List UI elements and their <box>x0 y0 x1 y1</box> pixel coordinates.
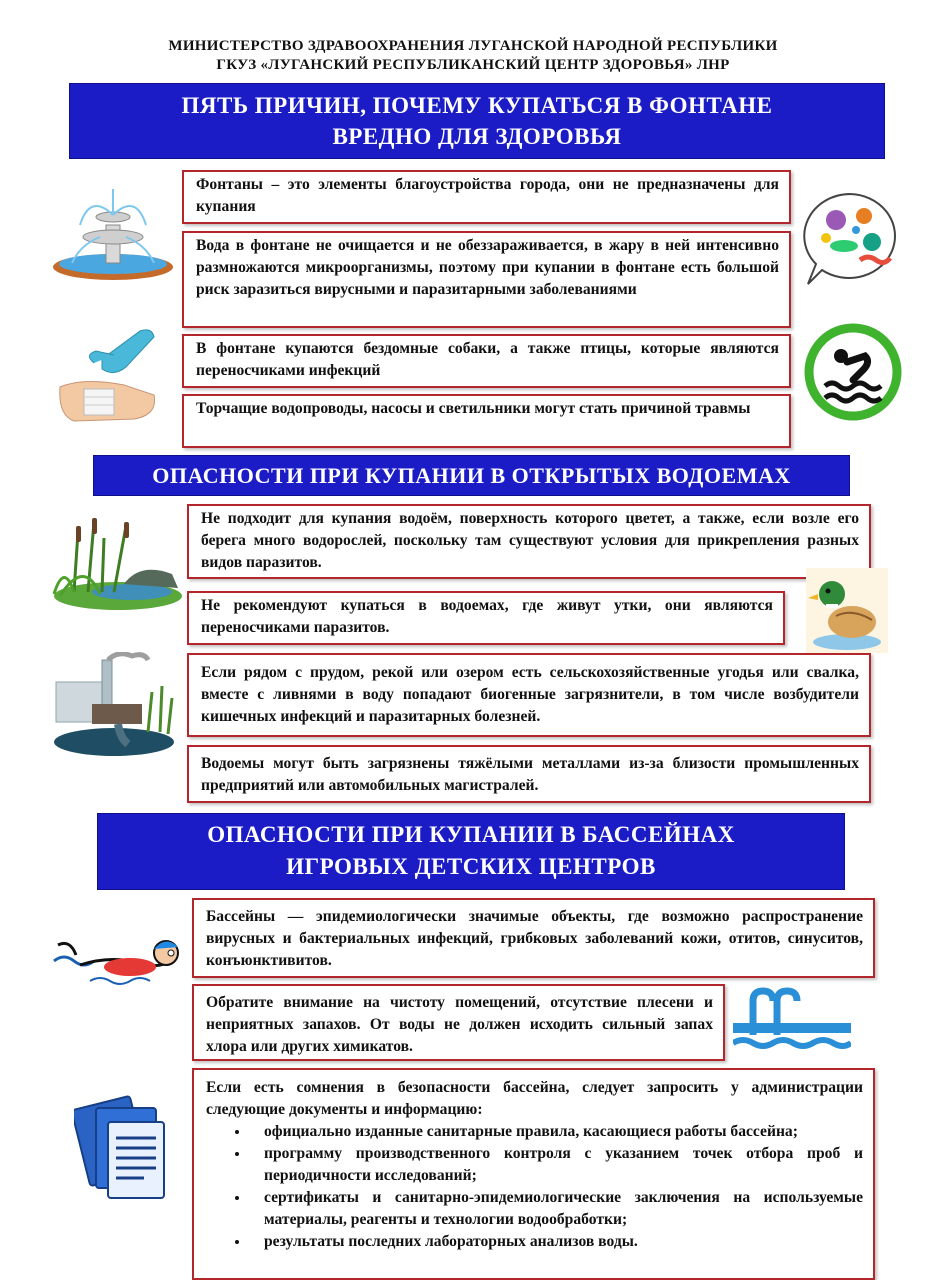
fountain-reason-4: Торчащие водопроводы, насосы и светильники могут стать причиной травмы <box>182 394 791 448</box>
fountain-icon <box>50 185 176 283</box>
documents-list-item: • программу производственного контроля с указанием точек отбора проб и периодичности исследований; <box>250 1143 863 1187</box>
duck-icon <box>806 568 888 653</box>
documents-list-item: • результаты последних лабораторных анализов воды. <box>250 1231 863 1253</box>
pool-ladder-icon <box>733 985 851 1055</box>
fountain-reason-1: Фонтаны – это элементы благоустройства города, они не предназначены для купания <box>182 170 791 224</box>
pool-danger-1: Бассейны — эпидемиологически значимые объекты, где возможно распространение вирусных и бактериальных инфекций, грибковых заболеваний кожи, отитов, синуситов, конъюнктивитов. <box>192 898 875 978</box>
section3-title: ОПАСНОСТИ ПРИ КУПАНИИ В БАССЕЙНАХ ИГРОВЫХ ДЕТСКИХ ЦЕНТРОВ <box>97 813 845 890</box>
water-danger-1: Не подходит для купания водоём, поверхность которого цветет, а также, если возле его берега много водорослей, поскольку там существуют условия для прикрепления разных видов паразитов. <box>187 504 871 579</box>
documents-list-item: • сертификаты и санитарно-эпидемиологические заключения на используемые материалы, реагенты и технологии водообработки; <box>250 1187 863 1231</box>
bacteria-icon <box>800 190 900 288</box>
fountain-reason-3: В фонтане купаются бездомные собаки, а также птицы, которые являются переносчиками инфекций <box>182 334 791 388</box>
documents-list-item: • официально изданные санитарные правила, касающиеся работы бассейна; <box>250 1121 863 1143</box>
swamp-icon <box>44 512 184 614</box>
water-danger-4: Водоемы могут быть загрязнены тяжёлыми металлами из-за близости промышленных предприятий или автомобильных магистралей. <box>187 745 871 803</box>
water-danger-2: Не рекомендуют купаться в водоемах, где живут утки, они являются переносчиками паразитов. <box>187 591 785 645</box>
documents-intro: Если есть сомнения в безопасности бассейна, следует запросить у администрации следующие документы и информацию: <box>206 1079 863 1118</box>
center-name: ГКУЗ «ЛУГАНСКИЙ РЕСПУБЛИКАНСКИЙ ЦЕНТР ЗДОРОВЬЯ» ЛНР <box>216 57 730 73</box>
documents-icon <box>74 1092 176 1204</box>
documents-list <box>206 1121 863 1253</box>
fountain-reason-2: Вода в фонтане не очищается и не обеззараживается, в жару в ней интенсивно размножаются микроорганизмы, поэтому при купании в фонтане есть большой риск заразиться вирусными и паразитарными заболеваниями <box>182 231 791 328</box>
bandaged-hand-icon <box>54 325 164 430</box>
swimmer-icon <box>50 925 188 995</box>
section2-title: ОПАСНОСТИ ПРИ КУПАНИИ В ОТКРЫТЫХ ВОДОЕМАХ <box>93 455 850 496</box>
no-swimming-icon <box>803 322 903 422</box>
ministry-name: МИНИСТЕРСТВО ЗДРАВООХРАНЕНИЯ ЛУГАНСКОЙ НАРОДНОЙ РЕСПУБЛИКИ <box>168 38 778 54</box>
pollution-icon <box>48 652 178 760</box>
pool-documents-box <box>192 1068 875 1280</box>
section1-title: ПЯТЬ ПРИЧИН, ПОЧЕМУ КУПАТЬСЯ В ФОНТАНЕ ВРЕДНО ДЛЯ ЗДОРОВЬЯ <box>69 83 885 159</box>
water-danger-3: Если рядом с прудом, рекой или озером есть сельскохозяйственные угодья или свалка, вместе с ливнями в воду попадают биогенные загрязнители, в том числе возбудители кишечных инфекций и паразитарных болезней. <box>187 653 871 737</box>
pool-danger-2: Обратите внимание на чистоту помещений, отсутствие плесени и неприятных запахов. От воды не должен исходить сильный запах хлора или других химикатов. <box>192 984 725 1061</box>
